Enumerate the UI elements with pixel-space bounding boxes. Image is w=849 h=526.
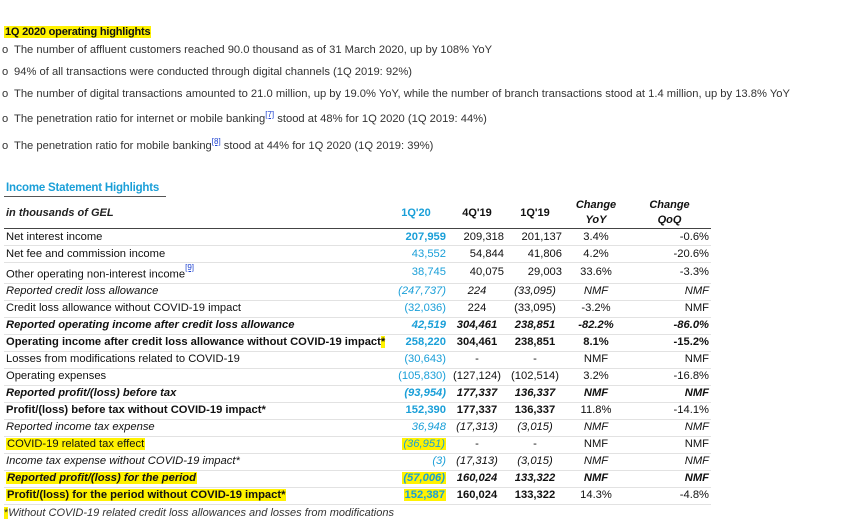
operating-highlights-title: 1Q 2020 operating highlights [5, 26, 151, 38]
table-row: Credit loss allowance without COVID-19 impact (32,036) 224 (33,095) -3.2% NMF [4, 300, 711, 317]
highlight-bullet [2, 110, 487, 125]
bullet-text: stood at 44% for 1Q 2020 (1Q 2019: 39%) [220, 140, 434, 152]
column-header-change-yoy: Change YoY [564, 198, 628, 229]
highlight-bullet [2, 88, 790, 100]
income-statement-table [4, 198, 711, 505]
column-header-1q20: 1Q'20 [384, 198, 448, 229]
bullet-mark: o [2, 44, 9, 56]
highlight-bullet [2, 44, 492, 56]
table-row: Reported income tax expense 36,948 (17,313) (3,015) NMF NMF [4, 419, 711, 436]
table-row: Profit/(loss) for the period without COVID-19 impact* 152,387 160,024 133,322 14.3% -4.8% [4, 487, 711, 504]
highlight-bullet [2, 137, 434, 152]
bullet-text: The number of digital transactions amounted to 21.0 million, up by 19.0% YoY, while the number of branch transactions stood at 1.4 million, up by 13.8% YoY [14, 88, 790, 100]
bullet-text: The number of affluent customers reached 90.0 thousand as of 31 March 2020, up by 108% YoY [14, 44, 493, 56]
bullet-mark: o [2, 66, 9, 78]
footnote-link[interactable]: [8] [211, 137, 221, 146]
table-row: Profit/(loss) before tax without COVID-19 impact* 152,390 177,337 136,337 11.8% -14.1% [4, 402, 711, 419]
bullet-mark: o [2, 140, 9, 152]
bullet-text: 94% of all transactions were conducted through digital channels (1Q 2019: 92%) [14, 66, 413, 78]
title-underline [4, 196, 166, 197]
table-row: Other operating non-interest income[9] 38,745 40,075 29,003 33.6% -3.3% [4, 263, 711, 284]
bullet-text: stood at 48% for 1Q 2020 (1Q 2019: 44%) [274, 113, 487, 125]
table-row: Reported credit loss allowance (247,737) 224 (33,095) NMF NMF [4, 283, 711, 300]
table-header-row [4, 198, 711, 229]
bullet-mark: o [2, 88, 9, 100]
bullet-text: The penetration ratio for internet or mobile banking [14, 113, 266, 125]
table-row: Net fee and commission income 43,552 54,844 41,806 4.2% -20.6% [4, 246, 711, 263]
units-label: in thousands of GEL [4, 198, 384, 229]
table-row: Operating income after credit loss allowance without COVID-19 impact* 258,220 304,461 238,851 8.1% -15.2% [4, 334, 711, 351]
table-footnote [4, 507, 394, 519]
bullet-text: The penetration ratio for mobile banking [14, 140, 212, 152]
table-row: COVID-19 related tax effect (36,951) - - NMF NMF [4, 436, 711, 453]
column-header-change-qoq: Change QoQ [628, 198, 711, 229]
table-row: Income tax expense without COVID-19 impact* (3) (17,313) (3,015) NMF NMF [4, 453, 711, 470]
footnote-text: Without COVID-19 related credit loss allowances and losses from modifications [8, 507, 394, 519]
highlight-bullet [2, 66, 412, 78]
footnote-link[interactable]: [9] [185, 263, 195, 272]
income-statement-title: Income Statement Highlights [6, 182, 160, 194]
table-row: Operating expenses (105,830) (127,124) (102,514) 3.2% -16.8% [4, 368, 711, 385]
table-row: Reported profit/(loss) before tax (93,954) 177,337 136,337 NMF NMF [4, 385, 711, 402]
column-header-1q19: 1Q'19 [506, 198, 564, 229]
table-row: Reported profit/(loss) for the period (57,006) 160,024 133,322 NMF NMF [4, 470, 711, 487]
footnote-link[interactable]: [7] [265, 110, 275, 119]
table-row: Net interest income 207,959 209,318 201,137 3.4% -0.6% [4, 229, 711, 246]
column-header-4q19: 4Q'19 [448, 198, 506, 229]
table-row: Losses from modifications related to COVID-19 (30,643) - - NMF NMF [4, 351, 711, 368]
table-row: Reported operating income after credit loss allowance 42,519 304,461 238,851 -82.2% -86.0% [4, 317, 711, 334]
footnote-star: * [4, 507, 9, 519]
bullet-mark: o [2, 113, 9, 125]
